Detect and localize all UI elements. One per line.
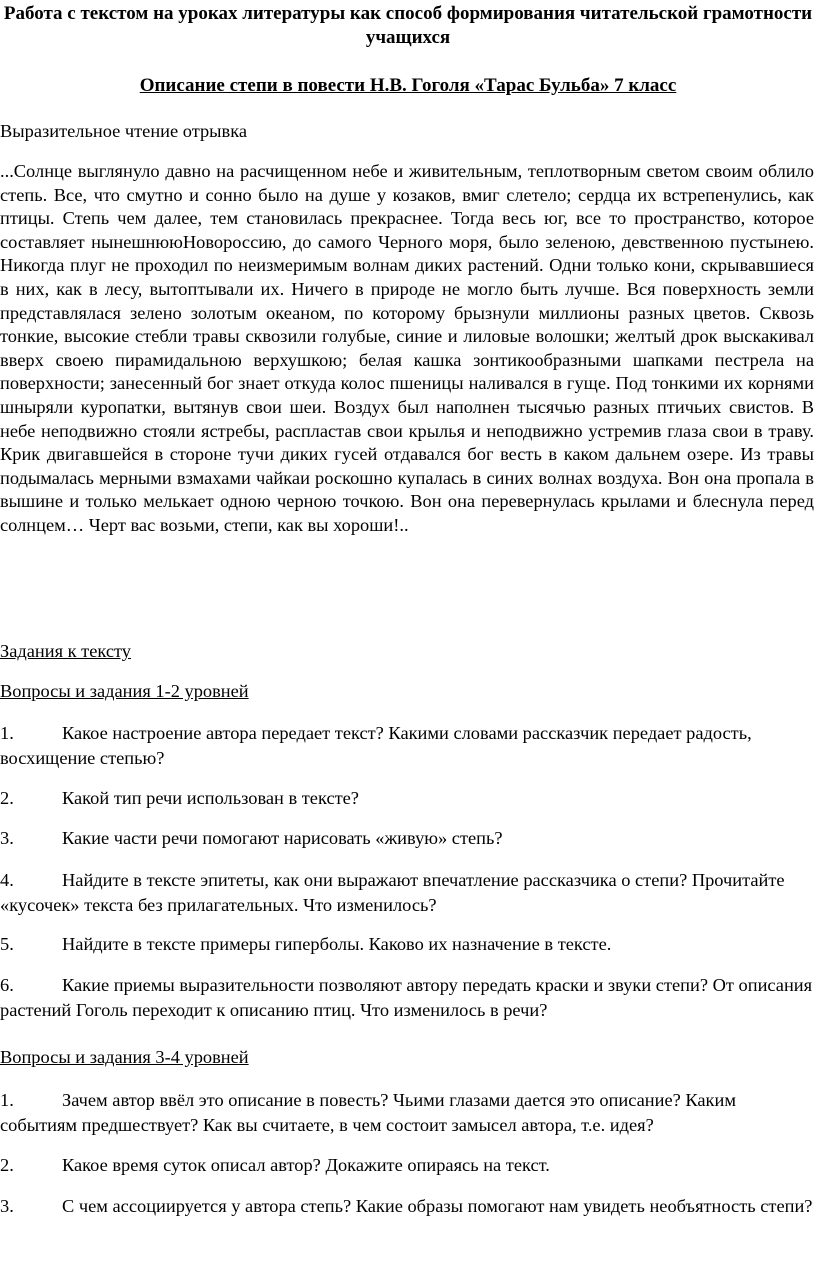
question-number: 4. <box>0 870 14 890</box>
question-number: 5. <box>0 934 14 954</box>
question-item <box>0 721 814 770</box>
question-text: Какие части речи помогают нарисовать «живую» степь? <box>62 828 503 848</box>
question-text: Найдите в тексте примеры гиперболы. Каково их назначение в тексте. <box>62 934 612 954</box>
question-text: Какое настроение автора передает текст? Какими словами рассказчик передает радость, восхищение степью? <box>0 723 752 768</box>
question-number: 1. <box>0 723 14 743</box>
question-text: Зачем автор ввёл это описание в повесть? Чьими глазами дается это описание? Каким событиям предшествует? Как вы считаете, в чем состоит замысел автора, т.е. идея? <box>0 1090 736 1135</box>
question-item <box>0 973 814 1022</box>
tasks-heading: Задания к тексту <box>0 641 131 661</box>
question-item <box>0 786 814 811</box>
question-item <box>0 1194 814 1219</box>
reading-label: Выразительное чтение отрывка <box>0 121 248 141</box>
question-item <box>0 1153 814 1178</box>
group2-heading: Вопросы и задания 3-4 уровней <box>0 1047 249 1067</box>
question-text: Найдите в тексте эпитеты, как они выражают впечатление рассказчика о степи? Прочитайте «кусочек» текста без прилагательных. Что изменилось? <box>0 870 785 915</box>
question-text: Какой тип речи использован в тексте? <box>62 788 359 808</box>
question-number: 2. <box>0 788 14 808</box>
reading-passage: ...Солнце выглянуло давно на расчищенном небе и живительным, теплотворным светом своим облило степь. Все, что смутно и сонно было на душе у козаков, вмиг слетело; сердца их встрепенулись, как птицы. Степь чем далее, тем становилась прекраснее. Тогда весь юг, все то пространство, которое составляет нынешнююНовороссию, до самого Черного моря, было зеленою, девственною пустынею. Никогда плуг не проходил по неизмеримым волнам диких растений. Одни только кони, скрывавшиеся в них, как в лесу, вытоптывали их. Ничего в природе не могло быть лучше. Вся поверхность земли представлялася зелено золотым океаном, по которому брызнули миллионы разных цветов. Сквозь тонкие, высокие стебли травы сквозили голубые, синие и лиловые волошки; желтый дрок выскакивал вверх своею пирамидальною верхушкою; белая кашка зонтикообразными шапками пестрела на поверхности; занесенный бог знает откуда колос пшеницы наливался в гуще. Под тонкими их корнями шныряли куропатки, вытянув свои шеи. Воздух был наполнен тысячью разных птичьих свистов. В небе неподвижно стояли ястребы, распластав свои крылья и неподвижно устремив глаза свои в траву. Крик двигавшейся в стороне тучи диких гусей отдавался бог весть в каком дальнем озере. Из травы подымалась мерными взмахами чайкаи роскошно купалась в синих волнах воздуха. Вон она пропала в вышине и только мелькает одною черною точкою. Вон она перевернулась крылами и блеснула перед солнцем… Черт вас возьми, степи, как вы хороши!.. <box>0 161 814 535</box>
question-item <box>0 826 814 851</box>
question-number: 1. <box>0 1090 14 1110</box>
document-title: Работа с текстом на уроках литературы как способ формирования читательской грамотности учащихся <box>3 3 813 48</box>
question-number: 3. <box>0 1196 14 1216</box>
question-number: 2. <box>0 1155 14 1175</box>
question-item <box>0 932 814 957</box>
document-subtitle: Описание степи в повести Н.В. Гоголя «Тарас Бульба» 7 класс <box>139 75 677 96</box>
question-text: Какие приемы выразительности позволяют автору передать краски и звуки степи? От описания растений Гоголь переходит к описанию птиц. Что изменилось в речи? <box>0 975 813 1020</box>
question-item <box>0 1088 814 1137</box>
group1-heading: Вопросы и задания 1-2 уровней <box>0 681 249 701</box>
question-item <box>0 868 814 917</box>
question-text: С чем ассоциируется у автора степь? Какие образы помогают нам увидеть необъятность степи? <box>62 1196 813 1216</box>
question-number: 6. <box>0 975 14 995</box>
question-number: 3. <box>0 828 14 848</box>
question-text: Какое время суток описал автор? Докажите опираясь на текст. <box>62 1155 550 1175</box>
